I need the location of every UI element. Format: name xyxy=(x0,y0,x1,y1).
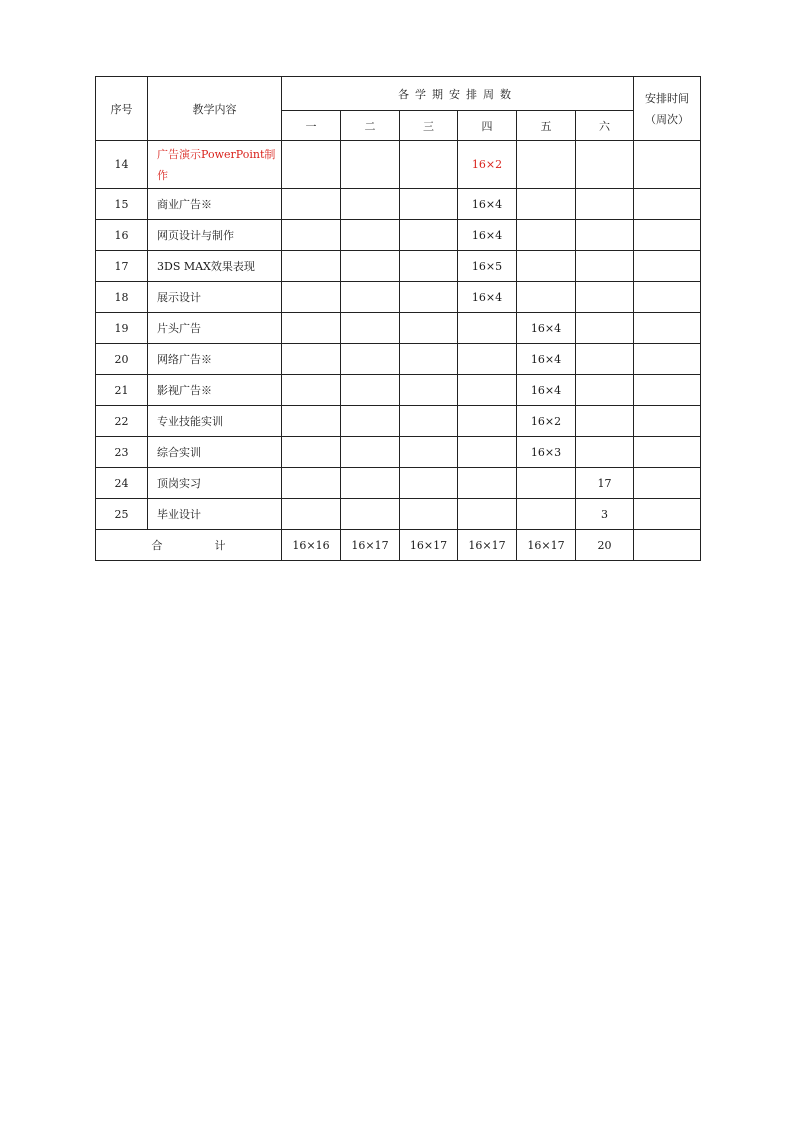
row-seq: 15 xyxy=(96,189,148,220)
semester-cell xyxy=(341,437,400,468)
row-time-cell xyxy=(634,406,701,437)
semester-cell xyxy=(400,141,458,189)
row-time-cell xyxy=(634,437,701,468)
semester-cell xyxy=(341,282,400,313)
header-time xyxy=(634,77,701,141)
row-seq: 22 xyxy=(96,406,148,437)
table-row xyxy=(96,344,701,375)
semester-cell xyxy=(400,499,458,530)
header-semester-3: 三 xyxy=(400,111,458,141)
semester-cell: 17 xyxy=(576,468,634,499)
semester-cell: 16×4 xyxy=(458,189,517,220)
teaching-schedule-table xyxy=(95,76,701,561)
row-time-cell xyxy=(634,251,701,282)
semester-cell: 16×4 xyxy=(517,375,576,406)
row-time-cell xyxy=(634,189,701,220)
semester-cell xyxy=(458,375,517,406)
semester-cell xyxy=(517,499,576,530)
semester-cell xyxy=(576,251,634,282)
row-seq: 25 xyxy=(96,499,148,530)
total-cell: 16×17 xyxy=(458,530,517,561)
semester-cell xyxy=(282,189,341,220)
row-content: 影视广告※ xyxy=(148,375,282,406)
table-row xyxy=(96,282,701,313)
semester-cell xyxy=(458,313,517,344)
semester-cell: 16×4 xyxy=(517,313,576,344)
semester-cell: 3 xyxy=(576,499,634,530)
row-content: 展示设计 xyxy=(148,282,282,313)
table-row xyxy=(96,189,701,220)
row-time-cell xyxy=(634,468,701,499)
row-seq: 19 xyxy=(96,313,148,344)
row-content: 广告演示PowerPoint制作 xyxy=(148,141,282,189)
semester-cell: 16×4 xyxy=(517,344,576,375)
semester-cell xyxy=(341,375,400,406)
semester-cell xyxy=(400,375,458,406)
semester-cell xyxy=(282,313,341,344)
header-semester-group: 各学期安排周数 xyxy=(282,77,634,111)
table-row xyxy=(96,251,701,282)
semester-cell xyxy=(282,344,341,375)
header-time-line2: （周次） xyxy=(645,112,689,126)
row-content: 片头广告 xyxy=(148,313,282,344)
semester-cell xyxy=(282,141,341,189)
semester-cell xyxy=(282,406,341,437)
semester-cell xyxy=(341,251,400,282)
row-time-cell xyxy=(634,141,701,189)
row-content: 商业广告※ xyxy=(148,189,282,220)
semester-cell xyxy=(517,141,576,189)
semester-cell xyxy=(576,375,634,406)
semester-cell xyxy=(400,189,458,220)
semester-cell: 16×4 xyxy=(458,282,517,313)
semester-cell xyxy=(517,468,576,499)
semester-cell xyxy=(282,251,341,282)
total-time-cell xyxy=(634,530,701,561)
table-row xyxy=(96,375,701,406)
semester-cell xyxy=(576,406,634,437)
table-row xyxy=(96,437,701,468)
semester-cell: 16×3 xyxy=(517,437,576,468)
header-semester-6: 六 xyxy=(576,111,634,141)
semester-cell xyxy=(341,189,400,220)
row-seq: 18 xyxy=(96,282,148,313)
semester-cell xyxy=(576,189,634,220)
semester-cell xyxy=(400,313,458,344)
row-content: 专业技能实训 xyxy=(148,406,282,437)
semester-cell xyxy=(341,499,400,530)
total-cell: 16×17 xyxy=(400,530,458,561)
semester-cell xyxy=(400,437,458,468)
semester-cell xyxy=(458,406,517,437)
header-row-1 xyxy=(96,77,701,111)
table-row xyxy=(96,499,701,530)
semester-cell xyxy=(400,251,458,282)
semester-cell xyxy=(282,282,341,313)
row-content: 毕业设计 xyxy=(148,499,282,530)
table-row xyxy=(96,468,701,499)
row-seq: 17 xyxy=(96,251,148,282)
row-content: 3DS MAX效果表现 xyxy=(148,251,282,282)
header-seq: 序号 xyxy=(96,77,148,141)
semester-cell xyxy=(576,437,634,468)
semester-cell xyxy=(400,344,458,375)
total-cell: 20 xyxy=(576,530,634,561)
semester-cell xyxy=(576,282,634,313)
row-seq: 20 xyxy=(96,344,148,375)
row-time-cell xyxy=(634,313,701,344)
row-content: 顶岗实习 xyxy=(148,468,282,499)
semester-cell xyxy=(400,282,458,313)
row-time-cell xyxy=(634,344,701,375)
total-cell: 16×17 xyxy=(517,530,576,561)
row-time-cell xyxy=(634,220,701,251)
total-label xyxy=(96,530,282,561)
row-time-cell xyxy=(634,499,701,530)
semester-cell xyxy=(458,499,517,530)
semester-cell xyxy=(576,313,634,344)
semester-cell xyxy=(576,141,634,189)
semester-cell xyxy=(282,468,341,499)
semester-cell xyxy=(282,437,341,468)
table-row xyxy=(96,141,701,189)
header-semester-4: 四 xyxy=(458,111,517,141)
semester-cell xyxy=(282,220,341,251)
semester-cell xyxy=(341,220,400,251)
semester-cell xyxy=(576,220,634,251)
row-seq: 23 xyxy=(96,437,148,468)
row-seq: 24 xyxy=(96,468,148,499)
row-content: 网页设计与制作 xyxy=(148,220,282,251)
row-seq: 14 xyxy=(96,141,148,189)
table-row xyxy=(96,406,701,437)
semester-cell xyxy=(341,313,400,344)
semester-cell xyxy=(458,344,517,375)
header-time-line1: 安排时间 xyxy=(645,91,689,105)
table-row xyxy=(96,220,701,251)
row-time-cell xyxy=(634,375,701,406)
semester-cell xyxy=(341,468,400,499)
header-semester-1: 一 xyxy=(282,111,341,141)
semester-cell xyxy=(576,344,634,375)
total-label-a: 合 xyxy=(151,539,163,552)
semester-cell xyxy=(517,251,576,282)
semester-cell xyxy=(341,406,400,437)
semester-cell xyxy=(400,406,458,437)
total-row xyxy=(96,530,701,561)
semester-cell: 16×4 xyxy=(458,220,517,251)
total-cell: 16×16 xyxy=(282,530,341,561)
semester-cell xyxy=(517,189,576,220)
total-label-b: 计 xyxy=(214,539,226,552)
semester-cell: 16×2 xyxy=(458,141,517,189)
semester-cell xyxy=(341,141,400,189)
semester-cell xyxy=(400,468,458,499)
semester-cell: 16×2 xyxy=(517,406,576,437)
header-semester-5: 五 xyxy=(517,111,576,141)
semester-cell xyxy=(517,282,576,313)
semester-cell xyxy=(282,375,341,406)
semester-cell xyxy=(341,344,400,375)
table-body xyxy=(96,77,701,561)
table-row xyxy=(96,313,701,344)
semester-cell: 16×5 xyxy=(458,251,517,282)
semester-cell xyxy=(517,220,576,251)
row-content: 综合实训 xyxy=(148,437,282,468)
row-seq: 21 xyxy=(96,375,148,406)
semester-cell xyxy=(400,220,458,251)
row-seq: 16 xyxy=(96,220,148,251)
semester-cell xyxy=(458,437,517,468)
total-cell: 16×17 xyxy=(341,530,400,561)
semester-cell xyxy=(458,468,517,499)
row-content: 网络广告※ xyxy=(148,344,282,375)
row-time-cell xyxy=(634,282,701,313)
header-content: 教学内容 xyxy=(148,77,282,141)
semester-cell xyxy=(282,499,341,530)
header-semester-2: 二 xyxy=(341,111,400,141)
